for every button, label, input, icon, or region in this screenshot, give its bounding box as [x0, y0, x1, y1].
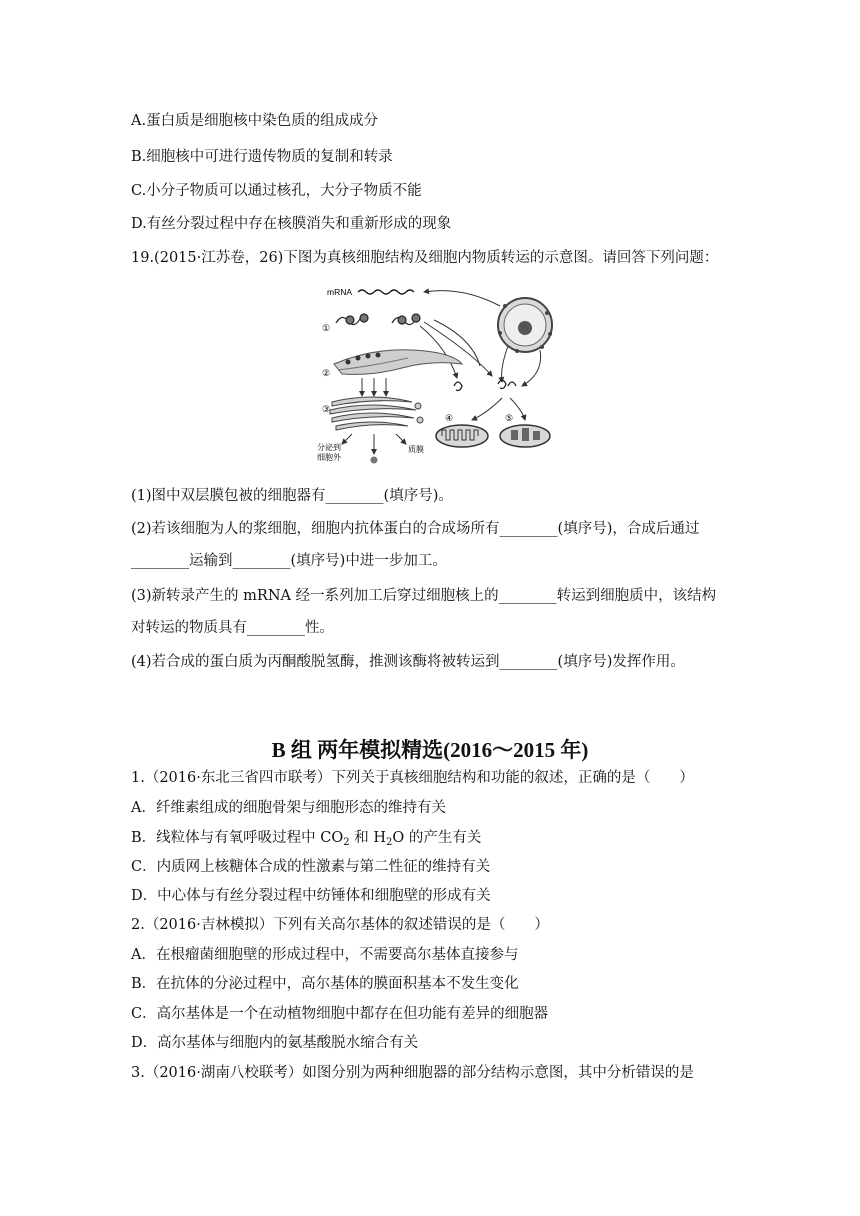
protein-squiggle-2 — [498, 380, 516, 389]
b-q1-option-d: D．中心体与有丝分裂过程中纺锤体和细胞壁的形成有关 — [131, 888, 491, 904]
b-q2-option-c: C．高尔基体是一个在动植物细胞中都存在但功能有差异的细胞器 — [131, 1006, 549, 1022]
q19-part-4: (4)若合成的蛋白质为丙酮酸脱氢酶，推测该酶将被转运到________(填序号)发挥作用。 — [131, 654, 685, 670]
option-b: B.细胞核中可进行遗传物质的复制和转录 — [131, 149, 393, 165]
mrna-strand — [358, 290, 414, 294]
b-q3-stem: 3.（2016·湖南八校联考）如图分别为两种细胞器的部分结构示意图，其中分析错误的是 — [131, 1065, 694, 1081]
b-q2-stem: 2.（2016·吉林模拟）下列有关高尔基体的叙述错误的是（ ） — [131, 917, 549, 933]
option-c: C.小分子物质可以通过核孔，大分子物质不能 — [131, 183, 422, 199]
secretion-label-1: 分泌到 — [317, 443, 341, 452]
q19-part-1: (1)图中双层膜包被的细胞器有________(填序号)。 — [131, 488, 453, 504]
golgi-apparatus — [330, 397, 423, 430]
free-ribosomes — [336, 314, 420, 325]
q19-part-3-line-1: (3)新转录产生的 mRNA 经一系列加工后穿过细胞核上的________转运到细胞质中，该结构 — [131, 588, 717, 604]
marker-5: ⑤ — [505, 414, 514, 424]
b-q2-option-a: A．在根瘤菌细胞壁的形成过程中，不需要高尔基体直接参与 — [131, 947, 519, 963]
b-q2-option-b: B．在抗体的分泌过程中，高尔基体的膜面积基本不发生变化 — [131, 976, 519, 992]
cell-diagram — [312, 278, 562, 470]
b-q1-stem: 1.（2016·东北三省四市联考）下列关于真核细胞结构和功能的叙述，正确的是（ ） — [131, 770, 694, 786]
section-b-heading: B 组 两年模拟精选(2016～2015 年) — [271, 738, 589, 762]
cell-structure-figure — [312, 278, 562, 470]
membrane-label: 质膜 — [408, 445, 424, 454]
protein-squiggle — [454, 382, 462, 391]
mrna-label: mRNA — [327, 287, 353, 297]
b-q1-option-c: C．内质网上核糖体合成的性激素与第二性征的维持有关 — [131, 859, 491, 875]
nucleus — [498, 298, 552, 353]
rough-er — [334, 350, 462, 375]
chloroplast — [500, 425, 550, 447]
marker-2: ② — [322, 369, 331, 379]
vesicle — [371, 457, 378, 464]
question-19-stem: 19.(2015·江苏卷，26)下图为真核细胞结构及细胞内物质转运的示意图。请回答下列问题： — [131, 250, 719, 266]
marker-1: ① — [322, 324, 331, 334]
q19-part-2-line-1: (2)若该细胞为人的浆细胞，细胞内抗体蛋白的合成场所有________(填序号)，合成后通过 — [131, 521, 700, 537]
option-d: D.有丝分裂过程中存在核膜消失和重新形成的现象 — [131, 216, 452, 232]
secretion-label-2: 细胞外 — [317, 453, 341, 462]
marker-4: ④ — [445, 414, 454, 424]
marker-3: ③ — [322, 405, 331, 415]
b-q1-option-b: B．线粒体与有氧呼吸过程中 $CO_2$ 和 $H_2O$ 的产生有关 — [131, 830, 482, 848]
b-q2-option-d: D．高尔基体与细胞内的氨基酸脱水缩合有关 — [131, 1035, 419, 1051]
mitochondrion — [436, 425, 488, 447]
option-a: A.蛋白质是细胞核中染色质的组成成分 — [131, 113, 379, 129]
b-q1-option-a: A．纤维素组成的细胞骨架与细胞形态的维持有关 — [131, 800, 446, 816]
q19-part-3-line-2: 对转运的物质具有________性。 — [131, 620, 334, 636]
q19-part-2-line-2: ________运输到________(填序号)中进一步加工。 — [131, 553, 447, 569]
